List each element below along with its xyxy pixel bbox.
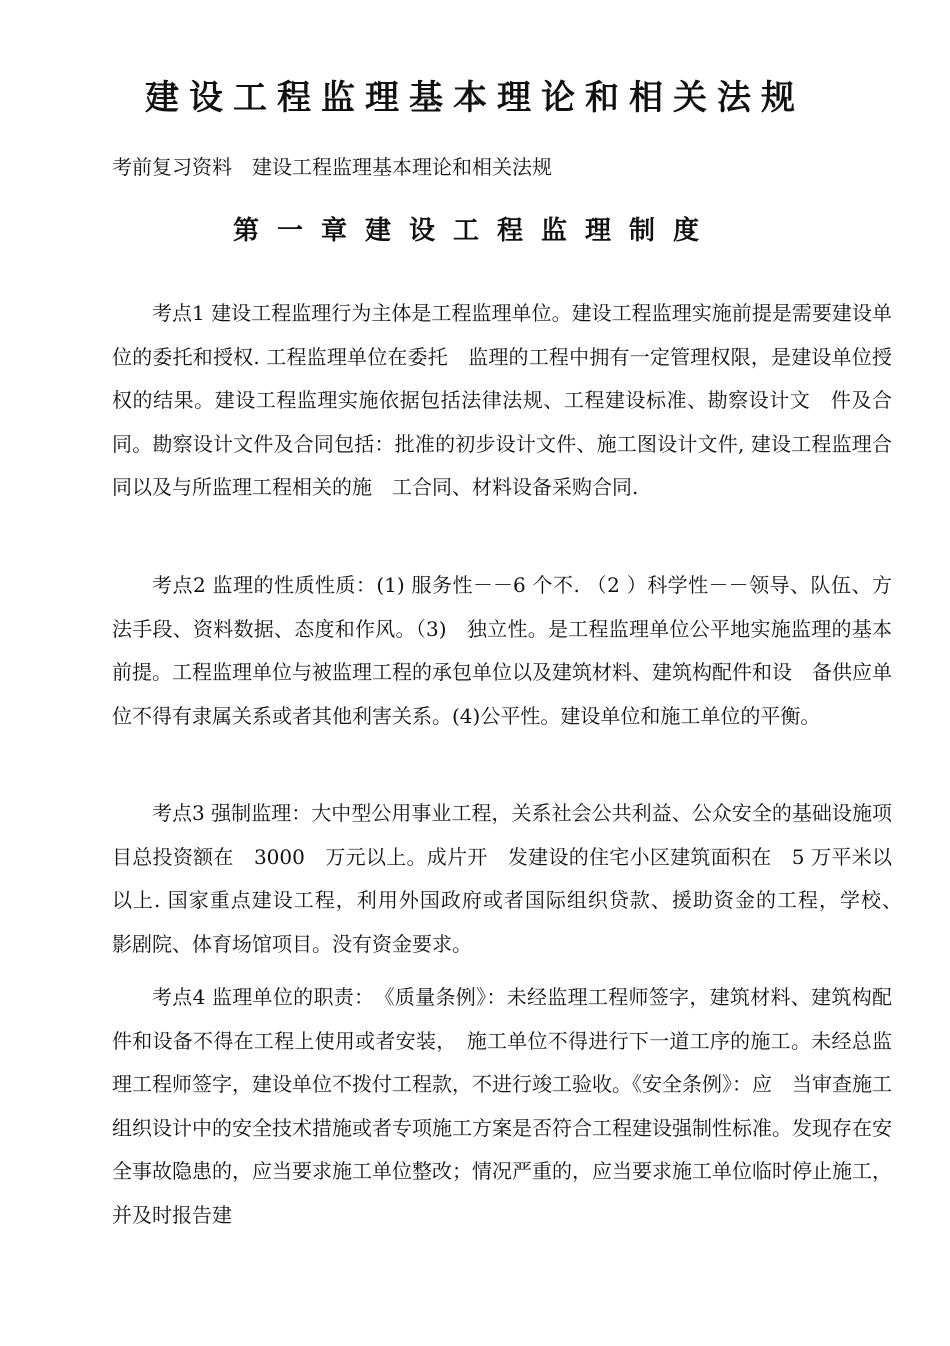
paragraph-point-3: 考点3 强制监理：大中型公用事业工程，关系社会公共利益、公众安全的基础设施项目总投资额在 3000 万元以上。成片开 发建设的住宅小区建筑面积在 5 万平米以以上. 国家重点建设工程，利用外国政府或者国际组织贷款、援助资金的工程，学校、 影剧院、体育场馆项目。没有资金要求。 — [112, 801, 912, 956]
document-title: 建设工程监理基本理论和相关法规 — [145, 78, 805, 118]
paragraph-point-4: 考点4 监理单位的职责： 《质量条例》：未经监理工程师签字，建筑材料、建筑构配件和设备不得在工程上使用或者安装， 施工单位不得进行下一道工序的施工。未经总监理工程师签字，建设单位不拨付工程款，不进行竣工验收。《安全条例》：应 当审查施工组织设计中的安全技术措施或者专项施工方案是否符合工程建设强制性标准。发现存在安全事故隐患的，应当要求施工单位整改；情况严重的，应当要求施工单位临时停止施工，并及时报告建 — [112, 985, 892, 1227]
paragraph-point-2: 考点2 监理的性质性质：(1) 服务性－－6 个不. （2 ）科学性－－领导、队伍、方法手段、资料数据、态度和作风。（3) 独立性。是工程监理单位公平地实施监理的基本前提。工程监理单位与被监理工程的承包单位以及建筑材料、建筑构配件和设 备供应单位不得有隶属关系或者其他利害关系。(4)公平性。建设单位和施工单位的平衡。 — [112, 573, 892, 728]
paragraph-point-1: 考点1 建设工程监理行为主体是工程监理单位。建设工程监理实施前提是需要建设单位的委托和授权. 工程监理单位在委托 监理的工程中拥有一定管理权限，是建设单位授权的结果。建设工程监理实施依据包括法律法规、工程建设标准、勘察设计文 件及合同。勘察设计文件及合同包括：批准的初步设计文件、施工图设计文件, 建设工程监理合同以及与所监理工程相关的施 工合同、材料设备采购合同. — [112, 301, 892, 499]
document-subtitle: 考前复习资料 建设工程监理基本理论和相关法规 — [112, 155, 552, 179]
chapter-title: 第一章建设工程监理制度 — [232, 216, 717, 246]
